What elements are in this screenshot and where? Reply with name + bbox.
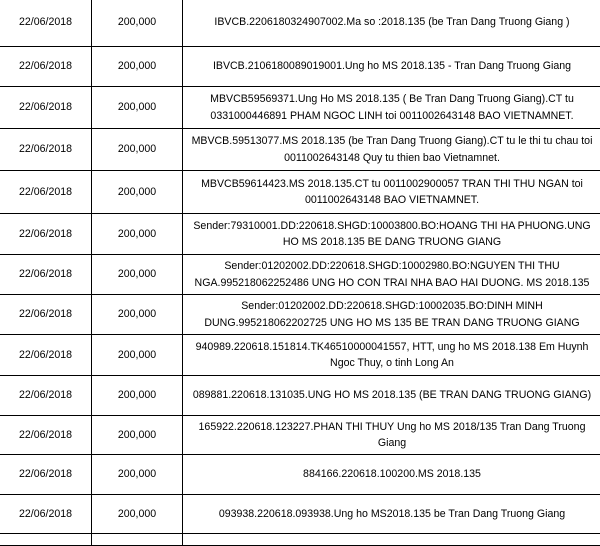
description-cell: Sender:01202002.DD:220618.SHGD:10002035.BO:DINH MINH DUNG.995218062202725 UNG HO MS 135 BE TRAN DANG TRUONG GIANG <box>183 295 600 335</box>
amount-cell: 200,000 <box>92 416 183 455</box>
amount-cell: 200,000 <box>92 335 183 376</box>
date-cell: 22/06/2018 <box>0 129 92 171</box>
amount-cell <box>92 534 183 546</box>
table-row <box>0 87 600 129</box>
date-cell: 22/06/2018 <box>0 335 92 376</box>
date-cell: 22/06/2018 <box>0 171 92 214</box>
date-cell: 22/06/2018 <box>0 87 92 129</box>
amount-cell: 200,000 <box>92 255 183 295</box>
table-row <box>0 416 600 455</box>
table-row <box>0 214 600 255</box>
table-row <box>0 295 600 335</box>
date-cell: 22/06/2018 <box>0 455 92 495</box>
date-cell: 22/06/2018 <box>0 416 92 455</box>
date-cell: 22/06/2018 <box>0 295 92 335</box>
table-row <box>0 335 600 376</box>
date-cell: 22/06/2018 <box>0 376 92 416</box>
amount-cell: 200,000 <box>92 455 183 495</box>
amount-cell: 200,000 <box>92 495 183 534</box>
table-row <box>0 171 600 214</box>
description-cell: IBVCB.2106180089019001.Ung ho MS 2018.135 - Tran Dang Truong Giang <box>183 47 600 87</box>
amount-cell: 200,000 <box>92 214 183 255</box>
table-row <box>0 534 600 546</box>
amount-cell: 200,000 <box>92 295 183 335</box>
table-row <box>0 129 600 171</box>
description-cell <box>183 534 600 546</box>
table-row <box>0 376 600 416</box>
description-cell: 093938.220618.093938.Ung ho MS2018.135 be Tran Dang Truong Giang <box>183 495 600 534</box>
amount-cell: 200,000 <box>92 0 183 47</box>
description-cell: Sender:01202002.DD:220618.SHGD:10002980.BO:NGUYEN THI THU NGA.995218062252486 UNG HO CON TRAI NHA BAO HAI DUONG. MS 2018.135 <box>183 255 600 295</box>
date-cell: 22/06/2018 <box>0 0 92 47</box>
date-cell <box>0 534 92 546</box>
description-cell: Sender:79310001.DD:220618.SHGD:10003800.BO:HOANG THI HA PHUONG.UNG HO MS 2018.135 BE DANG TRUONG GIANG <box>183 214 600 255</box>
amount-cell: 200,000 <box>92 129 183 171</box>
description-cell: 165922.220618.123227.PHAN THI THUY Ung ho MS 2018/135 Tran Dang Truong Giang <box>183 416 600 455</box>
amount-cell: 200,000 <box>92 47 183 87</box>
date-cell: 22/06/2018 <box>0 495 92 534</box>
description-cell: IBVCB.2206180324907002.Ma so :2018.135 (be Tran Dang Truong Giang ) <box>183 0 600 47</box>
amount-cell: 200,000 <box>92 171 183 214</box>
description-cell: 884166.220618.100200.MS 2018.135 <box>183 455 600 495</box>
table-row <box>0 0 600 47</box>
date-cell: 22/06/2018 <box>0 47 92 87</box>
table-row <box>0 47 600 87</box>
description-cell: MBVCB59569371.Ung Ho MS 2018.135 ( Be Tran Dang Truong Giang).CT tu 0331000446891 PHAM NGOC LINH toi 0011002643148 BAO VIETNAMNET. <box>183 87 600 129</box>
description-cell: MBVCB59614423.MS 2018.135.CT tu 0011002900057 TRAN THI THU NGAN toi 0011002643148 BAO VIETNAMNET. <box>183 171 600 214</box>
amount-cell: 200,000 <box>92 87 183 129</box>
table-row <box>0 495 600 534</box>
description-cell: MBVCB.59513077.MS 2018.135 (be Tran Dang Truong Giang).CT tu le thi tu chau toi 0011002643148 Quy tu thien bao Vietnamnet. <box>183 129 600 171</box>
date-cell: 22/06/2018 <box>0 255 92 295</box>
table-row <box>0 255 600 295</box>
description-cell: 089881.220618.131035.UNG HO MS 2018.135 (BE TRAN DANG TRUONG GIANG) <box>183 376 600 416</box>
date-cell: 22/06/2018 <box>0 214 92 255</box>
description-cell: 940989.220618.151814.TK46510000041557, HTT, ung ho MS 2018.138 Em Huynh Ngoc Thuy, o tinh Long An <box>183 335 600 376</box>
amount-cell: 200,000 <box>92 376 183 416</box>
table-row <box>0 455 600 495</box>
